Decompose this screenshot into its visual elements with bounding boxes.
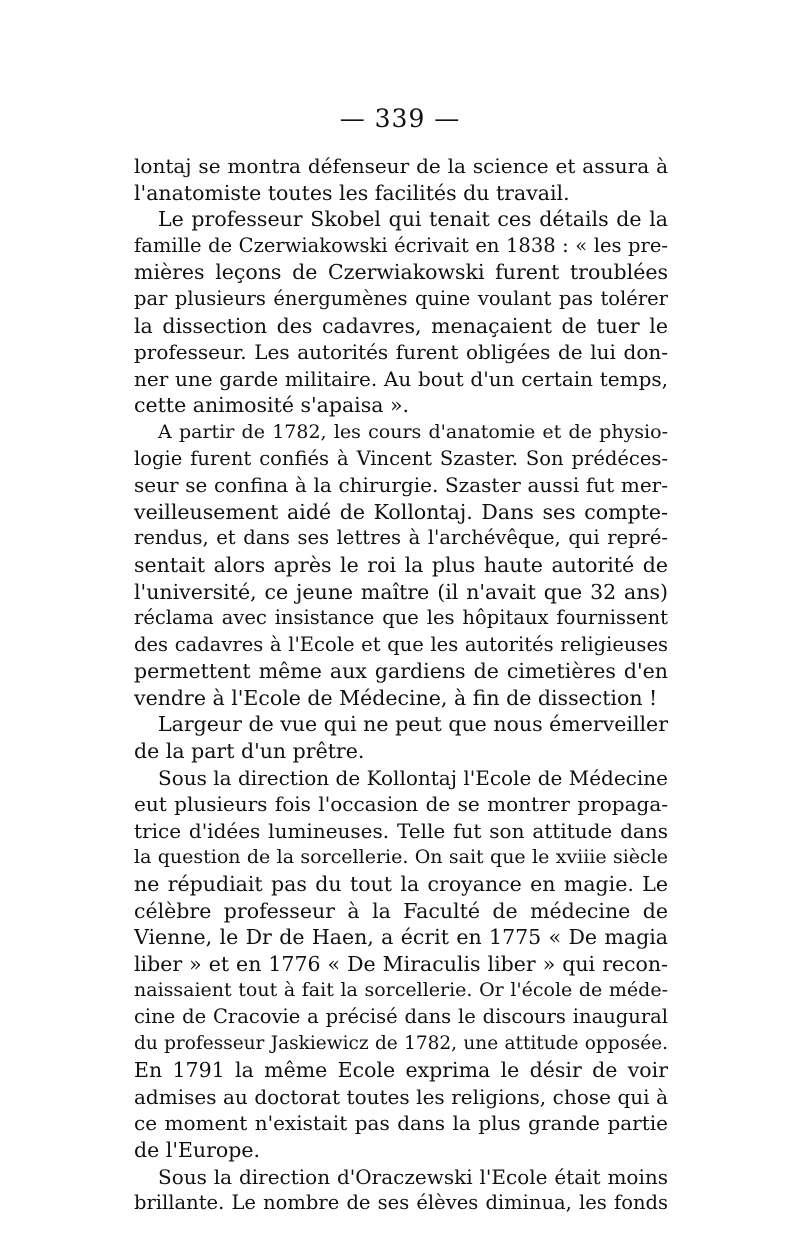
text-line: veilleusement aidé de Kollontaj. Dans ses compte- — [134, 499, 668, 524]
text-line: l'université, ce jeune maître (il n'avait que 32 ans) — [134, 579, 668, 604]
text-line: de l'Europe. — [134, 1137, 261, 1162]
text-line: la question de la sorcellerie. On sait que le xviiie siècle — [134, 846, 668, 869]
page-number: — 339 — — [339, 104, 461, 133]
text-line: par plusieurs énergumènes quine voulant pas tolérer — [134, 286, 668, 310]
text-line: professeur. Les autorités furent obligées de lui don- — [134, 340, 668, 365]
text-line: sentait alors après le roi la plus haute autorité de — [134, 552, 668, 577]
text-line: admises au doctorat toutes les religions, chose qui à — [134, 1084, 668, 1109]
text-line: liber » et en 1776 « De Miraculis liber » qui recon- — [134, 951, 668, 976]
text-line: ce moment n'existait pas dans la plus grande partie — [134, 1111, 668, 1136]
text-line: En 1791 la même Ecole exprima le désir de voir — [134, 1058, 668, 1083]
text-line: naissaient tout à fait la sorcellerie. Or l'école de méde- — [134, 979, 668, 1002]
text-line: ner une garde militaire. Au bout d'un certain temps, — [134, 366, 668, 391]
text-line: célèbre professeur à la Faculté de médecine de — [134, 898, 668, 923]
text-line: rendus, et dans ses lettres à l'archévêque, qui repré- — [134, 526, 668, 550]
text-line: trice d'idées lumineuses. Telle fut son attitude dans — [134, 818, 668, 843]
text-line: cine de Cracovie a précisé dans le discours inaugural — [134, 1005, 668, 1028]
text-line: A partir de 1782, les cours d'anatomie et de physio- — [158, 420, 668, 443]
text-line: famille de Czerwiakowski écrivait en 1838 : « les pre- — [134, 233, 668, 257]
text-line: logie furent confiés à Vincent Szaster. Son prédéces- — [134, 446, 668, 470]
text-line: vendre à l'Ecole de Médecine, à fin de dissection ! — [134, 685, 658, 710]
text-line: la dissection des cadavres, menaçaient de tuer le — [134, 313, 668, 338]
text-line: Le professeur Skobel qui tenait ces détails de la — [158, 207, 668, 232]
text-line: permettent même aux gardiens de cimetières d'en — [134, 659, 668, 684]
text-line: des cadavres à l'Ecole et que les autorités religieuses — [134, 632, 668, 656]
text-line: mières leçons de Czerwiakowski furent troublées — [134, 260, 668, 285]
text-line: cette animosité s'apaisa ». — [134, 393, 410, 418]
text-line: brillante. Le nombre de ses élèves diminua, les fonds — [134, 1191, 668, 1215]
text-line: du professeur Jaskiewicz de 1782, une attitude opposée. — [134, 1032, 668, 1054]
text-line: réclama avec insistance que les hôpitaux fournissent — [134, 606, 668, 630]
text-line: Sous la direction de Kollontaj l'Ecole de Médecine — [158, 765, 668, 790]
text-line: eut plusieurs fois l'occasion de se montrer propaga- — [134, 792, 668, 817]
body-text — [134, 153, 668, 1217]
text-line: lontaj se montra défenseur de la science et assura à — [134, 154, 668, 178]
text-line: Sous la direction d'Oraczewski l'Ecole était moins — [158, 1164, 668, 1189]
text-line: seur se confina à la chirurgie. Szaster aussi fut mer- — [134, 473, 668, 498]
text-line: ne répudiait pas du tout la croyance en magie. Le — [134, 872, 668, 897]
text-line: Largeur de vue qui ne peut que nous émerveiller — [158, 712, 668, 737]
text-line: l'anatomiste toutes les facilités du travail. — [134, 180, 570, 205]
text-line: de la part d'un prêtre. — [134, 739, 365, 764]
text-line: Vienne, le Dr de Haen, a écrit en 1775 « De magia — [134, 925, 668, 950]
